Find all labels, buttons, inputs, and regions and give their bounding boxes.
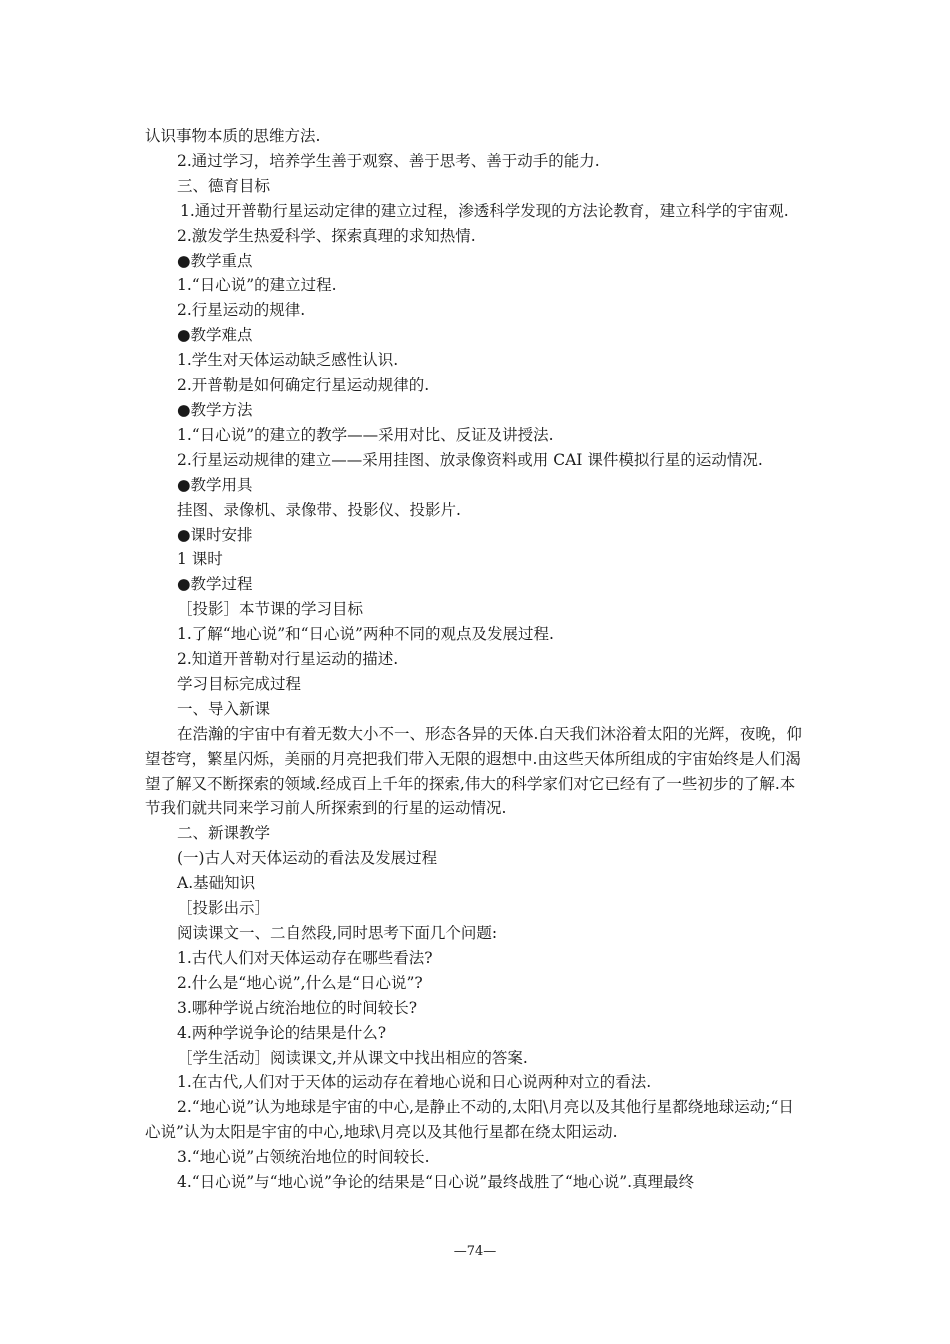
page-number: —74— [453, 1244, 497, 1259]
list-item: 1.学生对天体运动缺乏感性认识. [177, 351, 399, 370]
list-item: 1.“日心说”的建立的教学——采用对比、反证及讲授法. [177, 425, 554, 444]
text-line: 学习目标完成过程 [177, 674, 302, 693]
list-item: 3.“地心说”占领统治地位的时间较长. [177, 1148, 430, 1167]
section-heading: ●课时安排 [177, 525, 253, 544]
document-body [145, 124, 807, 1195]
list-item: 2.开普勒是如何确定行星运动规律的. [177, 376, 430, 395]
text-line: 阅读课文一、二自然段,同时思考下面几个问题: [177, 924, 498, 942]
list-item: 2.知道开普勒对行星运动的描述. [177, 650, 399, 669]
section-heading: 一、导入新课 [177, 699, 271, 718]
list-item: 3.哪种学说占统治地位的时间较长? [177, 998, 418, 1017]
list-item: 2.什么是“地心说”,什么是“日心说”? [177, 973, 423, 992]
section-heading: ●教学方法 [177, 400, 253, 419]
list-item: 1.在古代,人们对于天体的运动存在着地心说和日心说两种对立的看法. [177, 1073, 652, 1092]
section-heading: 三、德育目标 [177, 176, 271, 195]
text-line: 挂图、录像机、录像带、投影仪、投影片. [177, 500, 461, 519]
list-item: 4.两种学说争论的结果是什么? [177, 1023, 387, 1042]
text-line: ［学生活动］阅读课文,并从课文中找出相应的答案. [177, 1048, 528, 1067]
text-line: 1 课时 [177, 550, 223, 569]
list-item: 4.“日心说”与“地心说”争论的结果是“日心说”最终战胜了“地心说”.真理最终 [177, 1173, 695, 1192]
paragraph: 在浩瀚的宇宙中有着无数大小不一、形态各异的天体.白天我们沐浴着太阳的光辉，夜晚，仰望苍穹，繁星闪烁，美丽的月亮把我们带入无限的遐想中.由这些天体所组成的宇宙始终是人们渴望了解又不断探索的领域.经成百上千年的探索,伟大的科学家们对它已经有了一些初步的了解.本节我们就共同来学习前人所探索到的行星的运动情况. [145, 724, 802, 818]
list-item: 2.行星运动规律的建立——采用挂图、放录像资料或用 CAI 课件模拟行星的运动情况. [177, 450, 763, 469]
list-item: 1.古代人们对天体运动存在哪些看法? [177, 948, 433, 967]
section-heading: ●教学难点 [177, 326, 253, 345]
section-heading: ●教学过程 [177, 575, 253, 594]
text-line: 认识事物本质的思维方法. [145, 127, 321, 145]
text-line: ［投影出示］ [177, 899, 271, 918]
section-heading: 二、新课教学 [177, 824, 271, 843]
section-heading: (一)古人对天体运动的看法及发展过程 [177, 849, 438, 868]
text-line: A.基础知识 [177, 874, 256, 893]
text-line: 2.激发学生热爱科学、探索真理的求知热情. [177, 226, 476, 245]
text-line: ［投影］本节课的学习目标 [177, 600, 364, 619]
text-line: 2.通过学习，培养学生善于观察、善于思考、善于动手的能力. [177, 151, 600, 170]
list-item: 1.“日心说”的建立过程. [177, 276, 337, 295]
paragraph: 2.“地心说”认为地球是宇宙的中心,是静止不动的,太阳\月亮以及其他行星都绕地球运动;“日心说”认为太阳是宇宙的中心,地球\月亮以及其他行星都在绕太阳运动. [145, 1098, 794, 1142]
section-heading: ●教学用具 [177, 475, 253, 494]
list-item: 2.行星运动的规律. [177, 301, 306, 320]
list-item: 1.了解“地心说”和“日心说”两种不同的观点及发展过程. [177, 625, 554, 644]
section-heading: ●教学重点 [177, 251, 253, 270]
paragraph: 1.通过开普勒行星运动定律的建立过程，渗透科学发现的方法论教育，建立科学的宇宙观. [180, 201, 789, 220]
